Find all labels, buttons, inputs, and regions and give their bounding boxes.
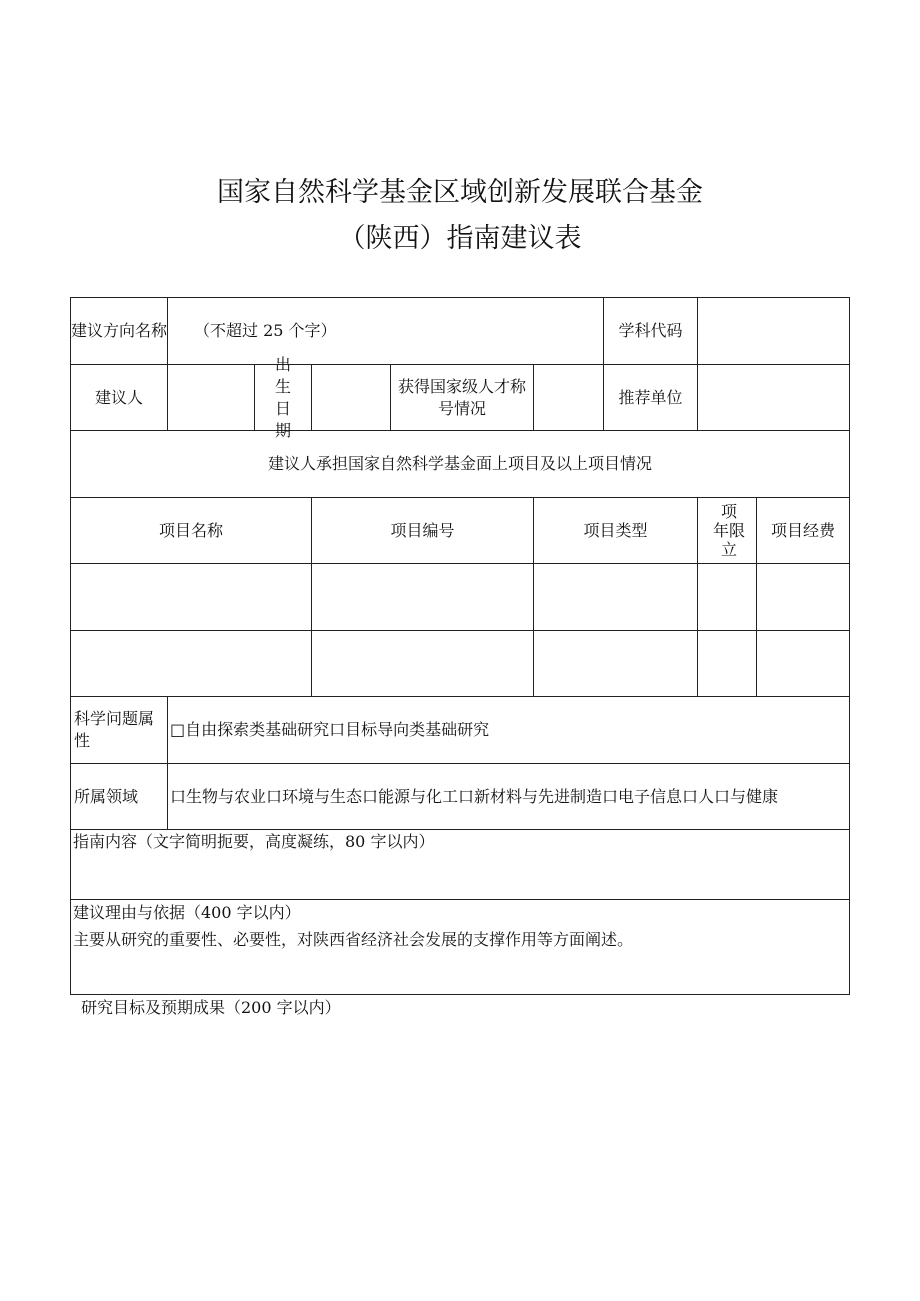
project-number-cell[interactable] — [312, 631, 533, 696]
reason-note: 主要从研究的重要性、必要性，对陕西省经济社会发展的支撑作用等方面阐述。 — [73, 930, 634, 949]
project-type-cell[interactable] — [534, 564, 697, 630]
form-title-line2: （陕西）指南建议表 — [338, 223, 582, 254]
birth-date-label: 出生日期 — [274, 354, 291, 440]
science-attribute-label: 科学问题属性 — [74, 709, 155, 750]
project-funding-cell[interactable] — [757, 631, 849, 696]
form-title-line1: 国家自然科学基金区域创新发展联合基金 — [217, 177, 703, 208]
project-name-cell[interactable] — [71, 564, 311, 630]
talent-title-label: 获得国家级人才称号情况 — [397, 376, 526, 418]
column-header-project-type: 项目类型 — [583, 520, 648, 540]
direction-name-input[interactable]: （不超过 25 个字） — [194, 321, 337, 340]
proposer-input[interactable] — [168, 365, 254, 430]
science-attribute-options[interactable]: □自由探索类基础研究口目标导向类基础研究 — [170, 720, 490, 739]
research-goal-label: 研究目标及预期成果（200 字以内） — [81, 998, 341, 1017]
project-years-cell[interactable] — [698, 631, 756, 696]
subject-code-input[interactable] — [698, 298, 849, 364]
column-header-project-name: 项目名称 — [158, 520, 223, 540]
research-field-label: 所属领域 — [74, 786, 139, 806]
talent-title-input[interactable] — [534, 365, 603, 430]
research-field-options[interactable]: 口生物与农业口环境与生态口能源与化工口新材料与先进制造口电子信息口人口与健康 — [170, 786, 779, 806]
project-number-cell[interactable] — [312, 564, 533, 630]
guide-content-label[interactable]: 指南内容（文字简明扼要，高度凝练，80 字以内） — [73, 832, 435, 851]
projects-heading: 建议人承担国家自然科学基金面上项目及以上项目情况 — [267, 454, 652, 473]
project-name-cell[interactable] — [71, 631, 311, 696]
column-header-project-number: 项目编号 — [390, 520, 455, 540]
project-funding-cell[interactable] — [757, 564, 849, 630]
direction-name-label: 建议方向名称 — [71, 321, 168, 340]
subject-code-label: 学科代码 — [618, 321, 683, 340]
proposer-label: 建议人 — [94, 387, 143, 407]
project-type-cell[interactable] — [534, 631, 697, 696]
column-header-project-funding: 项目经费 — [770, 520, 835, 540]
recommending-unit-input[interactable] — [698, 365, 849, 430]
reason-label: 建议理由与依据（400 字以内） — [73, 903, 301, 922]
project-years-cell[interactable] — [698, 564, 756, 630]
birth-date-input[interactable] — [312, 365, 390, 430]
recommending-unit-label: 推荐单位 — [618, 387, 683, 407]
column-header-project-years: 项 年限 立 — [712, 502, 745, 559]
